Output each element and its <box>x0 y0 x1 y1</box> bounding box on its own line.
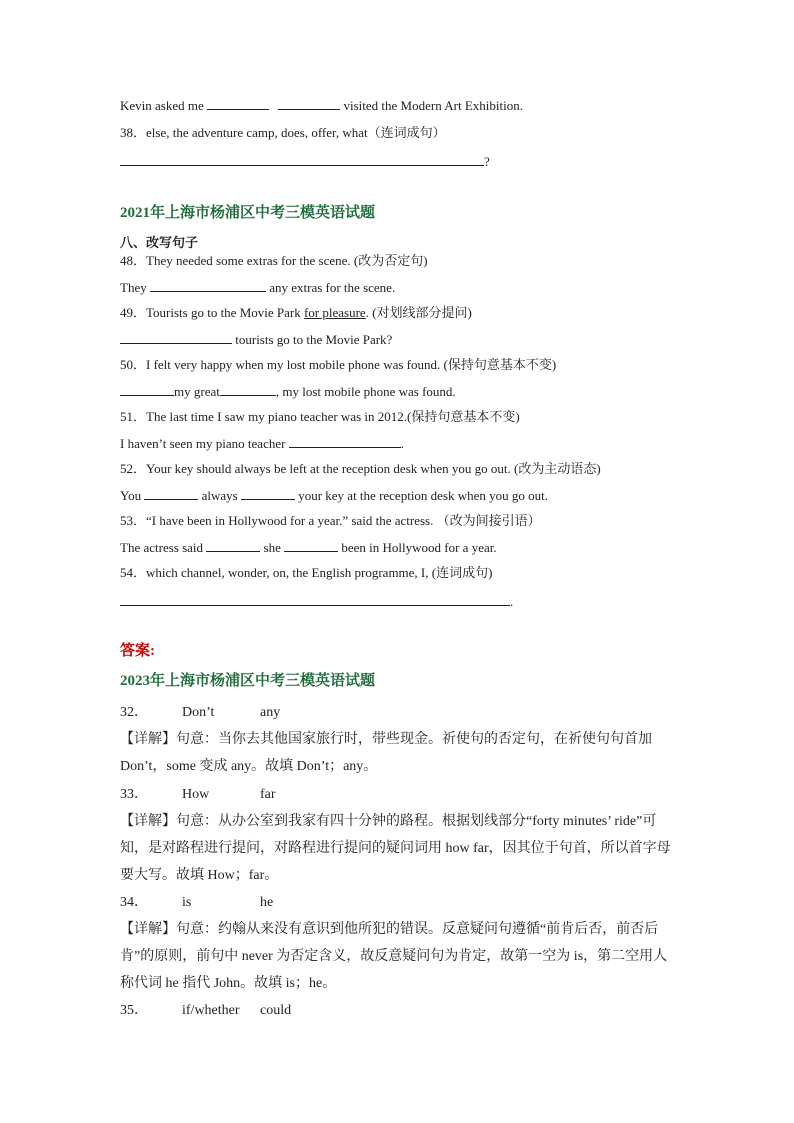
answer-blank-2: any <box>260 705 281 720</box>
answer-blank-2: he <box>260 895 274 910</box>
detail-text: 句意：当你去其他国家旅行时，带些现金。祈使句的否定句，在祈使句句首加Don’t，some 变成 any。故填 Don’t；any。 <box>120 732 652 774</box>
q37-answer-line <box>120 96 523 115</box>
q51-prefix: I haven’t seen my piano teacher <box>120 436 286 451</box>
q48-suffix: any extras for the scene. <box>269 280 396 295</box>
answer-blank-2: far <box>260 787 276 802</box>
q38-question: 38．else, the adventure camp, does, offer, what（连词成句） <box>120 125 446 140</box>
detail-text: 句意：从办公室到我家有四十分钟的路程。根据划线部分“forty minutes’ ride”可知，是对路程进行提问，对路程进行提问的疑问词用 how far，因其位于句首，所以首字母要大写。故填 How；far。 <box>120 814 671 883</box>
answer-32-detail <box>120 726 680 780</box>
answer-number: 33． <box>120 787 148 802</box>
q48-blank[interactable] <box>150 278 266 292</box>
detail-text: 句意：约翰从来没有意识到他所犯的错误。反意疑问句遵循“前肯后否，前否后肯”的原则，前句中 never 为否定含义，故反意疑问句为肯定，故第一空为 is，第二空用人称代词 he 指代 John。故填 is；he。 <box>120 922 668 991</box>
q37-answer-suffix: visited the Modern Art Exhibition. <box>343 98 523 113</box>
q53-question: 53．“I have been in Hollywood for a year.” said the actress. （改为间接引语） <box>120 513 541 528</box>
q37-blank-2[interactable] <box>278 96 340 110</box>
q51-question: 51．The last time I saw my piano teacher was in 2012.(保持句意基本不变) <box>120 409 520 424</box>
q52-blank-2[interactable] <box>241 486 295 500</box>
q54-question: 54．which channel, wonder, on, the English programme, I, (连词成句) <box>120 565 493 580</box>
q52-answer-line <box>120 486 548 505</box>
answers-label: 答案: <box>120 643 155 659</box>
answer-34-detail <box>120 916 680 997</box>
q52-suffix: your key at the reception desk when you go out. <box>298 488 549 503</box>
answers-title: 2023年上海市杨浦区中考三模英语试题 <box>120 673 376 689</box>
q52-prefix: You <box>120 488 142 503</box>
q38-blank[interactable] <box>120 152 484 166</box>
q53-blank-2[interactable] <box>284 538 338 552</box>
q50-question: 50．I felt very happy when my lost mobile phone was found. (保持句意基本不变) <box>120 357 557 372</box>
answer-blank-1: if/whether <box>182 1003 240 1018</box>
q50-answer-line <box>120 382 456 401</box>
q51-end-mark: . <box>400 436 404 451</box>
q38-answer-line <box>120 152 490 171</box>
detail-tag: 【详解】 <box>120 922 176 937</box>
q49-underlined-part: for pleasure <box>303 305 366 320</box>
q50-mid: my great <box>174 384 220 399</box>
answer-35 <box>120 1002 291 1020</box>
section-2021-heading: 八、改写句子 <box>120 235 199 250</box>
q52-mid: always <box>201 488 238 503</box>
q48-prefix: They <box>120 280 147 295</box>
answer-blank-1: How <box>182 787 210 802</box>
q53-mid: she <box>263 540 281 555</box>
q49-suffix: tourists go to the Movie Park? <box>235 332 393 347</box>
q52-question: 52．Your key should always be left at the reception desk when you go out. (改为主动语态) <box>120 461 601 476</box>
answer-blank-1: is <box>182 895 192 910</box>
q54-blank[interactable] <box>120 592 510 606</box>
q51-answer-line <box>120 434 404 453</box>
q37-answer-prefix: Kevin asked me <box>120 98 204 113</box>
q51-blank[interactable] <box>289 434 401 448</box>
q48-answer-line <box>120 278 395 297</box>
answer-34 <box>120 894 273 912</box>
answer-33 <box>120 786 276 804</box>
q53-prefix: The actress said <box>120 540 204 555</box>
q50-blank-1[interactable] <box>120 382 174 396</box>
q53-answer-line <box>120 538 497 557</box>
detail-tag: 【详解】 <box>120 732 176 747</box>
q49-answer-line <box>120 330 392 349</box>
q49-text: 49．Tourists go to the Movie Park <box>120 305 304 320</box>
q53-suffix: been in Hollywood for a year. <box>341 540 497 555</box>
answer-32 <box>120 704 280 722</box>
answer-number: 34． <box>120 895 148 910</box>
q54-answer-line <box>120 592 513 611</box>
q38-end-mark: ? <box>484 154 490 169</box>
q37-blank-1[interactable] <box>207 96 269 110</box>
detail-tag: 【详解】 <box>120 814 176 829</box>
q53-blank-1[interactable] <box>206 538 260 552</box>
q54-end-mark: . <box>510 594 514 609</box>
q49-blank[interactable] <box>120 330 232 344</box>
q50-blank-2[interactable] <box>220 382 276 396</box>
answer-number: 32． <box>120 705 148 720</box>
answer-blank-2: could <box>260 1003 292 1018</box>
q49-question <box>120 304 472 322</box>
answer-33-detail <box>120 808 680 889</box>
q48-question: 48．They needed some extras for the scene. (改为否定句) <box>120 253 428 268</box>
section-2021-title: 2021年上海市杨浦区中考三模英语试题 <box>120 205 376 221</box>
q50-suffix: , my lost mobile phone was found. <box>275 384 456 399</box>
q52-blank-1[interactable] <box>144 486 198 500</box>
answer-number: 35． <box>120 1003 148 1018</box>
q49-instruction: . (对划线部分提问) <box>365 305 472 320</box>
answer-blank-1: Don’t <box>182 705 215 720</box>
